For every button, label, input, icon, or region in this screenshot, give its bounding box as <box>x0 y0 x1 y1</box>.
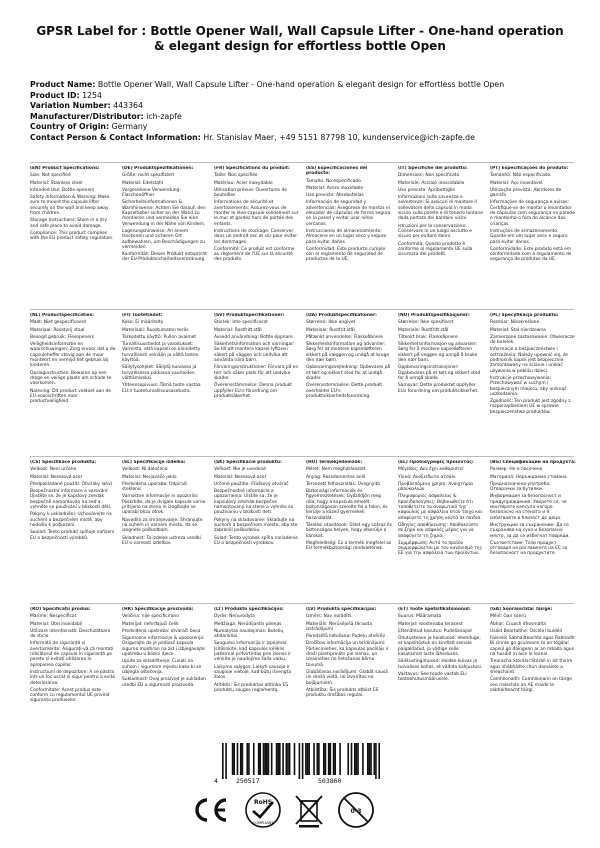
spec-cell <box>30 313 116 406</box>
spec-line: Určené použitie: Fľaškový otvárač <box>214 481 289 487</box>
spec-line: Vastavus: See toode vastab ELi tooteohutusmäärusele. <box>398 671 467 683</box>
spec-row <box>30 456 574 603</box>
barcode-bar <box>375 743 377 779</box>
spec-heading: (SL) Specifikacije izdelka: <box>122 460 186 465</box>
barcode-bar <box>289 743 291 775</box>
specifications-grid <box>30 162 574 768</box>
info-value: 1254 <box>82 90 102 100</box>
spec-cell <box>398 313 484 396</box>
spec-line: Veľkosť: Nie je uvedené <box>214 467 266 473</box>
spec-line: Material: Edelstahl <box>122 180 163 186</box>
barcode-bar <box>264 743 266 775</box>
spec-line: Storage Instructions: Store in a dry and safe place to avoid damage. <box>30 218 107 229</box>
rohs-compliant-icon <box>243 790 283 830</box>
spec-line: Dimensioni: Non specificato <box>398 173 460 179</box>
spec-line: Beoogd gebruik: Flesopeners <box>30 334 95 340</box>
spec-line: Faisnéis Sábháilteachta agus Rabhadh: Bí cinnte go gcuireann tú an tógálaí capsúl go daingean ar an mballa agus ná húsáid in aice le leanaí. <box>490 636 576 658</box>
spec-heading: (ET) Toote spetsifikatsioonid: <box>398 607 471 612</box>
barcode-bar <box>307 743 309 775</box>
spec-line: Utilizare intenționată: Deschizătoare de sticle <box>30 628 111 640</box>
barcode-bar <box>362 743 364 775</box>
spec-line: Dydis: Nenurodyta <box>214 614 255 620</box>
spec-line: Informazioni sulla sicurezza e avvertenze: Si assicuri di montare il sollevatore della capsula in modo sicuro sulla parete e di tenerlo lontano dalla portata dei bambini vicini. <box>398 195 483 222</box>
spec-line: Opbevaringsvejledning: Opbevares på et tørt og sikkert sted for at undgå skader. <box>306 365 391 381</box>
spec-line: Bezpečnostné informácie a upozornenia: Uistite sa, že je kapsulový zdvihák bezpečne namontovaný na stene a vyhnite sa používaniu v blízkosti detí. <box>214 489 294 516</box>
spec-line: Съответствие: Този продукт отговаря на регламента на ЕС за безопасност на продуктите. <box>490 540 568 557</box>
info-row <box>30 112 570 123</box>
spec-line: Sikkerhetsinformasjon og advarsler: Sørg for å montere kapselløfteren sikkert på veggen og unngå å bruke den nær barn. <box>398 342 478 364</box>
barcode-bar <box>328 743 330 775</box>
info-label: Product Name: <box>30 80 96 89</box>
spec-line: Lagerungshinweise: An einem trockenen und sicheren Ort aufbewahren, um Beschädigungen zu vermeiden. <box>122 228 206 250</box>
barcode-bar <box>334 743 336 775</box>
spec-cell <box>214 313 300 401</box>
spec-line: Instructions de stockage: Conserver dans un endroit sec et sûr pour éviter les dommages. <box>214 228 297 245</box>
barcode-bar <box>378 743 380 779</box>
barcode-bar <box>299 743 301 779</box>
barcode-bar <box>316 743 318 775</box>
spec-line: Rozmiar: Nieokreślone <box>490 320 540 326</box>
spec-line: Méret: Nem meghatározott <box>306 467 366 473</box>
spec-line: Safety information & Warning: Make sure to mount the capsule lifter securely on the wall and keep away from children. <box>30 195 110 217</box>
spec-line: Conformité: Ce produit est conforme au règlement de l'UE sur la sécurité des produits. <box>214 246 295 263</box>
spec-line: Pokyny k uskladnění: Uchovávejte na suchém a bezpečném místě, aby nedošlo k poškození. <box>30 512 112 528</box>
barcode-digit-first: 4 <box>214 777 218 785</box>
spec-line: Materiale: Rustfrit stål <box>306 327 355 333</box>
spec-line: Turvallisuustiedot ja varoitukset: Varmista, että kapseli on kiinnitetty turvallisesti seinään ja vältä lasten käyttöä. <box>122 342 201 364</box>
spec-line: Veiligheidsinformatie en waarschuwingen: Zorg ervoor dat u de capsuleheffer stevig aan de muur monteert en vermijd het gebruik bij kinderen. <box>30 342 116 369</box>
barcode-bar <box>305 743 307 775</box>
spec-line: Material: Aço inoxidável <box>490 180 543 186</box>
barcode-bar <box>318 743 320 775</box>
spec-line: Suurus: Määramata <box>398 614 442 620</box>
barcode-bar <box>258 743 260 775</box>
age-warning-icon <box>336 790 376 830</box>
spec-cell <box>122 607 208 690</box>
spec-heading: (GA) Sonraíochtaí Táirge: <box>490 607 553 612</box>
spec-line: Instrukcje przechowywania: Przechowywać w suchym i bezpiecznym miejscu, aby uniknąć uszkodzenia. <box>490 375 567 397</box>
spec-line: Maat: Niet gespecificeerd <box>30 320 87 326</box>
info-label: Variation Number: <box>30 101 111 111</box>
spec-heading: (PT) Especificações do produto: <box>490 166 569 171</box>
spec-line: Mărime: Nespecificat <box>30 614 77 620</box>
spec-line: Säilytysohjeet: Säilytä kuivassa ja turvallisessa paikassa vaurioiden välttämiseksi. <box>122 365 197 381</box>
spec-line: Velikost: Ni določeno <box>122 467 168 473</box>
barcode-bar <box>266 743 268 775</box>
spec-line: Påtænkt anvendelse: Flaskeåbnere <box>306 334 383 340</box>
spec-cell <box>30 460 116 543</box>
spec-heading: (EL) Προδιαγραφές προϊόντος: <box>398 460 474 465</box>
info-row <box>30 122 570 133</box>
spec-heading: (PL) Specyfikacja produktu: <box>490 313 559 318</box>
spec-line: Izmērs: Nav norādīts <box>306 614 352 620</box>
spec-line: Размер: Не е посочено <box>490 467 543 473</box>
spec-line: Zgodność: Ten produkt jest zgodny z rozporządzeniem UE w sprawie bezpieczeństwa produktów. <box>490 399 571 415</box>
spec-line: Comhlíonadh: Comhlíonann an táirge seo rialachán an AE maidir le sábháilteacht táirgí. <box>490 677 572 693</box>
spec-line: Předpokládané použití: Otvíráky lahví <box>30 481 113 487</box>
spec-line: Upute za skladištenje: Čuvati na suhom i sigurnom mjestu kako bi se izbjegla oštećenja. <box>122 659 202 675</box>
spec-line: Πληροφορίες ασφαλείας & προειδοποιήσεις: Βεβαιωθείτε ότι τοποθετείτε το ανυψωτικό της κάψουλας με ασφάλεια στον τοίχο και αποφύγετε τη χρήση κοντά σε παιδιά. <box>398 494 483 521</box>
barcode-bar <box>268 743 270 775</box>
spec-line: Material: Rostfritt stål <box>214 327 262 333</box>
barcode-bar <box>277 743 279 775</box>
spec-heading: (NL) Productspecificaties: <box>30 313 94 318</box>
spec-line: Overensstemmelse: Dette produkt overholder EU's produktsikkerhedsforordning. <box>306 383 382 399</box>
spec-line: Matériau: Acier inoxydable <box>214 180 273 186</box>
spec-line: Uso previsto: Abrebotellas <box>306 193 364 199</box>
info-value: 443364 <box>113 101 143 111</box>
spec-line: Atbilstība: Šis produkts atbilst ES produktu drošības regulai. <box>306 687 379 699</box>
barcode-bar <box>373 743 375 775</box>
barcode-bar <box>333 743 335 775</box>
spec-line: Konformität: Dieses Produkt entspricht der EU-Produktsicherheitsverordnung. <box>122 252 207 263</box>
spec-line: Materiál: Nerezová oceľ <box>214 474 267 480</box>
spec-cell <box>398 460 484 559</box>
spec-heading: (DA) Produktspecifikationer: <box>306 313 377 318</box>
spec-line: Informacje o bezpieczeństwie i ostrzeżenia: Należy upewnić się, że podnośnik kapsli jest bezpiecznie zamontowany na ścianie i unikać używania w pobliżu dzieci. <box>490 347 568 374</box>
spec-heading: (FR) Spécifications du produit: <box>214 166 290 171</box>
spec-line: Materiaali: Ruostumaton teräs <box>122 327 189 333</box>
spec-line: Material: Acero inoxidable <box>306 185 364 191</box>
barcode-bar <box>369 743 371 775</box>
spec-line: Avsedd användning: Bottle öppnare <box>214 334 293 340</box>
spec-cell <box>306 313 392 401</box>
spec-cell <box>122 460 208 548</box>
spec-line: Skladnost: Ta izdelek ustreza uredbi EU o varnosti izdelkov. <box>122 535 201 546</box>
spec-line: Instruções de armazenamento: Guarde em um lugar seco e seguro para evitar danos. <box>490 228 568 245</box>
spec-line: Súlad: Tento výrobok spĺňa nariadenie EÚ o bezpečnosti výrobkov. <box>214 535 298 546</box>
spec-line: Οδηγίες αποθήκευσης: Αποθηκεύστε σε ξηρό και ασφαλές μέρος για να αποφύγετε τη ζημιά. <box>398 522 479 539</box>
spec-line: Conformidad: Este producto cumple con el reglamento de seguridad de productos de la UE. <box>306 246 386 263</box>
spec-line: Förvaringsinstruktioner: Förvara på en torr och säker plats för att undvika skador. <box>214 365 299 381</box>
barcode-bar <box>263 743 265 775</box>
barcode-bar <box>232 743 234 775</box>
spec-heading: (BG) Спецификации на продукта: <box>490 460 576 465</box>
spec-line: Taille: Non spécifiée <box>214 173 258 179</box>
spec-line: Tervezett felhasználás: Üvegnyitó <box>306 481 380 487</box>
spec-line: Anyag: Rozsdamentes acél <box>306 474 366 480</box>
spec-line: Size: Not specified <box>30 173 71 179</box>
spec-line: Atitiktis: Šis produktas atitinka ES produktų saugos reglamentą. <box>214 682 289 693</box>
spec-line: Material: Nerjaveče jeklo <box>122 474 177 480</box>
spec-line: Material: Stainless steel <box>30 180 83 186</box>
ce-mark-icon <box>190 795 230 825</box>
recycle-bin-crossed-icon <box>292 792 326 828</box>
spec-line: Materiale: Acciaio inossidabile <box>398 180 465 186</box>
spec-line: Material: Oțel inoxidabil <box>30 621 83 627</box>
spec-heading: (CS) Specifikace produktu: <box>30 460 97 465</box>
spec-row <box>30 309 574 456</box>
info-label: Manufacturer/Distributor: <box>30 111 144 121</box>
info-label: Product ID: <box>30 90 80 100</box>
spec-cell <box>306 607 392 700</box>
barcode-digits-left: 250517 <box>236 777 260 785</box>
spec-heading: (NO) Produktspesifikasjoner: <box>398 313 470 318</box>
spec-line: Drošības informācija un brīdinājumi: Pārliecinieties, ka kapsulas pacēlājs ir droši piestiprināts pie sienas, un izvairieties no lietošanas bērnu tuvumā. <box>306 641 389 668</box>
rohs-label: RoHS <box>253 799 273 806</box>
spec-line: Opslaginstructies: Bewaren op een droge en veilige plaats om schade te voorkomen. <box>30 370 112 387</box>
spec-line: Conformità: Questo prodotto è conforme al regolamento UE sulla sicurezza dei prodotti. <box>398 241 473 258</box>
spec-line: Tamaño: No especificado <box>306 178 361 184</box>
barcode-bar <box>308 743 310 775</box>
spec-line: Intended Use: Bottle openers <box>30 187 95 193</box>
spec-cell <box>490 166 576 265</box>
spec-line: Laikymo sąlygos: Laikyti sausoje ir saugioje vietoje, kad būtų išvengta žalos. <box>214 664 292 681</box>
spec-heading: (HR) Specifikacije proizvoda: <box>122 607 194 612</box>
spec-heading: (EN) Product Specifications: <box>30 166 100 171</box>
spec-line: Biztonsági információk és figyelmeztetések: Győződjön meg róla, hogy a kapszula emelőt biztonságosan szerelte fel a falon, és kerülje a közeli gyermekek használatát. <box>306 489 388 521</box>
page-title: GPSR Label for : Bottle Opener Wall, Wall Capsule Lifter - One-hand operation & elegant design for effortless bottle Open <box>36 24 564 53</box>
spec-line: Koko: Ei määritelty <box>122 320 164 326</box>
barcode-bar <box>356 743 358 775</box>
spec-line: Oppbevaringsinstruksjoner: Oppbevares på et tørt og sikkert sted for å unngå skade. <box>398 365 481 381</box>
info-value: ich-zapfe <box>146 111 182 121</box>
barcode-bar <box>248 743 250 775</box>
spec-line: Instrucțiuni de depozitare: A se păstra într-un loc uscat și sigur pentru a evita deteriorarea. <box>30 669 115 686</box>
spec-line: Предназначена употреба: Отварачки за бутилки <box>490 481 551 493</box>
spec-heading: (IT) Specifiche del prodotto: <box>398 166 468 171</box>
spec-cell <box>490 313 576 417</box>
barcode-bar <box>313 743 315 775</box>
spec-line: Predvidena uporaba: Odpirači steklenic <box>122 481 188 493</box>
barcode-bar <box>271 743 273 775</box>
barcode-bar <box>259 743 261 775</box>
spec-line: Ettenähtud kasutus: Pudeliavajad <box>398 628 472 634</box>
info-row <box>30 101 570 112</box>
barcode-bar <box>253 743 255 775</box>
barcode-bar <box>242 743 244 775</box>
barcode-bar <box>286 743 288 775</box>
spec-line: Treoracha Stórála: Stóráil in áit thirim agus shábháilte chun damáiste a sheachaint. <box>490 659 573 675</box>
spec-line: Navodila za shranjevanje: Shranjujte na suhem in varnem mestu, da se izognete poškodbam. <box>122 517 203 534</box>
spec-row <box>30 162 574 309</box>
spec-cell <box>30 607 116 706</box>
spec-line: Säilitustingimused: Hoidke kuivas ja turvalises kohas, et vältida kahjustusi. <box>398 659 483 670</box>
barcode-bar <box>276 743 278 775</box>
spec-heading: (ES) Especificaciones del producto: <box>306 166 368 177</box>
spec-line: Medžiaga: Nerūdijantis plienas <box>214 621 282 627</box>
info-row <box>30 91 570 102</box>
info-row <box>30 80 570 91</box>
spec-cell <box>30 166 116 244</box>
spec-line: Megfelelőség: Ez a termék megfelel az EU termékbiztonsági rendeletének. <box>306 540 392 552</box>
spec-line: Информация за безопасност и предупреждения: Уверете се, че монтирате капсула нагоре безопасно на стената и я избягвайте в близост до деца. <box>490 494 567 521</box>
barcode-bar <box>282 743 284 775</box>
spec-line: Tárolási utasítások: Üzlet egy száraz és biztonságos helyen, hogy elkerülje a károkat. <box>306 522 392 539</box>
spec-line: Vorgesehene Verwendung: Flaschenöffner <box>122 187 181 199</box>
barcode-bar <box>370 743 372 775</box>
spec-line: Utilização prevista: Abridores de garrafa <box>490 187 562 199</box>
spec-cell <box>490 607 576 695</box>
barcode-bar <box>347 743 349 775</box>
spec-heading: (SV) Produktspecifikationer: <box>214 313 285 318</box>
spec-cell <box>122 166 208 265</box>
age-label: 0-3 <box>350 808 362 815</box>
barcode-bar <box>225 743 227 779</box>
spec-line: Materiāls: Nerūsējošā tērauda izstrādājumi <box>306 621 373 632</box>
spec-line: Sikkerhedsinformation og advarsler: Sørg for at montere kapselløfteren sikkert på væggen og undgå at bruge den nær børn. <box>306 342 390 364</box>
spec-line: Veličina: nije specificirano <box>122 614 179 620</box>
spec-line: Glabāšanas norādījumi: Glabāt sausā un drošā vietā, lai izvairītos no bojājumiem. <box>306 669 388 686</box>
barcode-digits-right: 503860 <box>318 777 342 785</box>
spec-line: Informações de segurança e avisos: Certifique-se de montar o levantador de cápsulas com segurança na parede e mantenha-o fora do alcance das crianças. <box>490 200 575 227</box>
spec-heading: (DE) Produktspezifikationen: <box>122 166 194 171</box>
spec-line: Velikost: Není určeno <box>30 467 77 473</box>
spec-line: Paredzētā lietošana: Pudeļu atvērēji <box>306 634 385 640</box>
spec-line: Información de seguridad y advertencias: Asegúrese de montar el elevador de cápsulas de forma segura en la pared y evitar usar niños cercanos. <box>306 200 391 227</box>
spec-line: Tiltenkt bruk: Flaskeåpnere <box>398 334 458 340</box>
spec-line: Bezpečnostní informace a varování: Ujistěte se, že je kapslový zvedák bezpečně namontován na zeď a vyhněte se používání v blízkosti dětí. <box>30 489 112 511</box>
spec-line: Informații de siguranță și avertismente: Asigurați-vă că montați ridicătorul de capsule în siguranță pe perete și evitați utilizarea în apropierea copiilor. <box>30 641 114 668</box>
info-value: Bottle Opener Wall, Wall Capsule Lifter - One-hand operation & elegant design for effortless bottle Open <box>97 80 505 89</box>
spec-line: Informations de sécurité et avertissements: Assurez-vous de monter le lève-capsule solidement sur le mur et gardez hors de portée des enfants. <box>214 200 299 227</box>
barcode-bar <box>323 743 325 775</box>
spec-heading: (FI) Tuotetiedot: <box>122 313 163 318</box>
spec-line: Størrelse: Ikke angivet <box>306 320 356 326</box>
barcode-bar <box>246 743 248 775</box>
rohs-sub-label: COMPLIANT <box>252 821 274 825</box>
barcode-bar <box>279 743 281 775</box>
spec-cell <box>490 460 576 559</box>
spec-line: Storlek: Inte specificerat <box>214 320 268 326</box>
barcode-bar <box>302 743 304 779</box>
spec-line: Инструкции за съхранение: Да се съхранява на сухо и безопасно място, за да се избегнат повреди. <box>490 522 570 539</box>
spec-heading: (LT) Produkto specifikacijos: <box>214 607 284 612</box>
barcode-bar <box>325 743 327 775</box>
spec-heading: (HU) Termékjellemzők: <box>306 460 363 465</box>
spec-line: Materjal: roostevaba terasest <box>398 621 463 627</box>
spec-line: Varnostne informacije in opozorila: Poskrbite, da je dvigalo kapsule varno pritrjeno na steno in izogibajte se uporabi blizu otrok. <box>122 494 206 516</box>
barcode-bar <box>330 743 332 775</box>
info-row <box>30 133 570 144</box>
spec-heading: (SK) Špecifikácie produktu: <box>214 460 282 465</box>
spec-line: Μέγεθος: Δεν έχει καθοριστεί <box>398 467 464 473</box>
spec-line: Συμμόρφωση: Αυτό το προϊόν συμμορφώνεται με τον κανονισμό της ΕΕ για την ασφάλεια των προϊόντων. <box>398 540 483 557</box>
barcode-bar <box>287 743 289 775</box>
barcode-bar <box>354 743 356 775</box>
spec-line: Προβλεπόμενη χρήση: Ανοιχτήρια μπουκαλιών <box>398 481 473 493</box>
spec-line: Größe: nicht spezifiziert <box>122 173 175 179</box>
spec-line: Instrucciones de almacenamiento: Almacene en un lugar seco y seguro para evitar daños. <box>306 228 387 245</box>
barcode-bar <box>367 743 369 775</box>
spec-line: Ohutusteave ja hoiatused: Veenduge, et kapslitõstuk on kindlalt seinale paigaldatud, ja vältige selle kasutamist laste läheduses. <box>398 636 481 658</box>
barcode-bar <box>222 743 224 779</box>
spec-line: Størrelse: Ikke spesifisert <box>398 320 454 326</box>
barcode-bar <box>339 743 341 775</box>
spec-line: Predviđena upotreba: otvarači boca <box>122 628 201 634</box>
spec-heading: (RO) Specificații produs: <box>30 607 91 612</box>
spec-line: Tarkoitettu käyttö: Pullon avaimet <box>122 334 197 340</box>
spec-cell <box>214 607 300 695</box>
spec-line: Zamierzone zastosowanie: Otwieracze do butelek <box>490 334 575 346</box>
spec-line: Tamanho: Não especificado <box>490 173 551 179</box>
spec-cell <box>214 166 300 265</box>
spec-line: Uso previsto: Apribottiglie <box>398 187 456 193</box>
spec-line: Soulad: Tento produkt splňuje nařízení EU o bezpečnosti výrobků. <box>30 530 115 541</box>
barcode-bar <box>233 743 235 775</box>
spec-line: Sicherheitsinformationen & Warnhinweise: Achten Sie darauf, den Kapselheber sicher an der Wand zu montieren und vermeiden Sie eine Verwendung in der Nähe von Kindern. <box>122 200 206 227</box>
spec-line: Överensstämmelse: Denna produkt uppfyller EU:s förordning om produktsäkerhet. <box>214 383 293 399</box>
spec-line: Υλικό: Ανοξείδωτο ατσάλι <box>398 474 456 480</box>
spec-line: Saugumo informacija ir įspėjimai: Įsitikinkite, kad kapsulės kėliklis patikimai pritvirtintas prie sienos ir venkite jo naudojimo šalia vaikų. <box>214 641 292 663</box>
spec-line: Utilisation prévue: Ouvertures de bouteilles <box>214 187 287 199</box>
spec-line: Úsáid Beartaithe: Osclóirí buidéil <box>490 628 562 634</box>
spec-cell <box>306 166 392 265</box>
spec-line: Materiaal: Roestvrij staal <box>30 327 85 333</box>
spec-line: Samsvar: Dette produktet oppfyller EUs forordning om produktsikkerhet. <box>398 383 479 394</box>
spec-line: Materiál: Nerezová ocel <box>30 474 82 480</box>
spec-line: Conformitate: Acest produs este conform cu regulamentul UE privind siguranța produselor. <box>30 687 110 704</box>
spec-line: Материал: Неръждаема стомана <box>490 474 567 480</box>
spec-line: Materiał: Stal nierdzewna <box>490 327 546 333</box>
barcode-bar <box>240 743 242 775</box>
spec-line: Numatytas naudojimas: Butelių atidarikliai <box>214 628 284 640</box>
spec-cell <box>214 460 300 548</box>
spec-cell <box>122 313 208 396</box>
info-value: Germany <box>111 122 148 132</box>
barcode-bar <box>357 743 359 775</box>
spec-line: Sigurnosne informacije & upozorenja: Osigurajte da je podizač kapsula sigurno montiran na zid i izbjegavajte upotrebu u blizini djece. <box>122 636 205 658</box>
spec-cell <box>398 607 484 685</box>
spec-cell <box>306 460 392 553</box>
info-value: Hr. Stanislav Maer, +49 5151 87798 10, kundenservice@ich-zapfe.de <box>203 132 475 142</box>
barcode-bar <box>237 743 239 775</box>
spec-line: Pokyny na skladovanie: Skladujte na suchom a bezpečnom mieste, aby ste zabránili poškodeniu. <box>214 517 298 534</box>
info-label: Country of Origin: <box>30 122 110 132</box>
barcode-bar <box>294 743 296 775</box>
spec-line: Sukladnost: Ovaj proizvod je sukladan uredbi EU o sigurnosti proizvoda. <box>122 677 206 688</box>
spec-line: Compliance: This product complies with the EU product safety regulation. <box>30 230 114 242</box>
spec-line: Materijal: nehrđajući čelik <box>122 621 179 627</box>
spec-line: Yhteensopivuus: Tämä tuote vastaa EU:n tuoteturvallisuusasetusta. <box>122 383 201 394</box>
spec-line: Materiale: Rustfritt stål <box>398 327 449 333</box>
info-label: Contact Person & Contact Information: <box>30 132 201 142</box>
spec-cell <box>398 166 484 259</box>
spec-line: Conformidade: Este produto está em conformidade com o regulamento de segurança de produtos da UE. <box>490 246 572 263</box>
spec-line: Istruzioni per la conservazione: Conservare in un luogo asciutto e sicuro per evitare danni. <box>398 223 472 240</box>
spec-heading: (LV) Produkta specifikācijas: <box>306 607 377 612</box>
product-info <box>30 80 570 144</box>
spec-line: Naleving: Dit product voldoet aan de EU-voorschriften voor productveiligheid. <box>30 388 112 405</box>
spec-line: Ábhar: Cruach dhosmálta <box>490 621 546 627</box>
spec-line: Méid: Gan sonrú <box>490 614 526 620</box>
barcode-bar <box>351 743 353 775</box>
spec-line: Säkerhetsinformation och varningar: Se till att montera kapsel-lyftaren säkert på väggen och undvika att använda nära barn. <box>214 342 295 364</box>
